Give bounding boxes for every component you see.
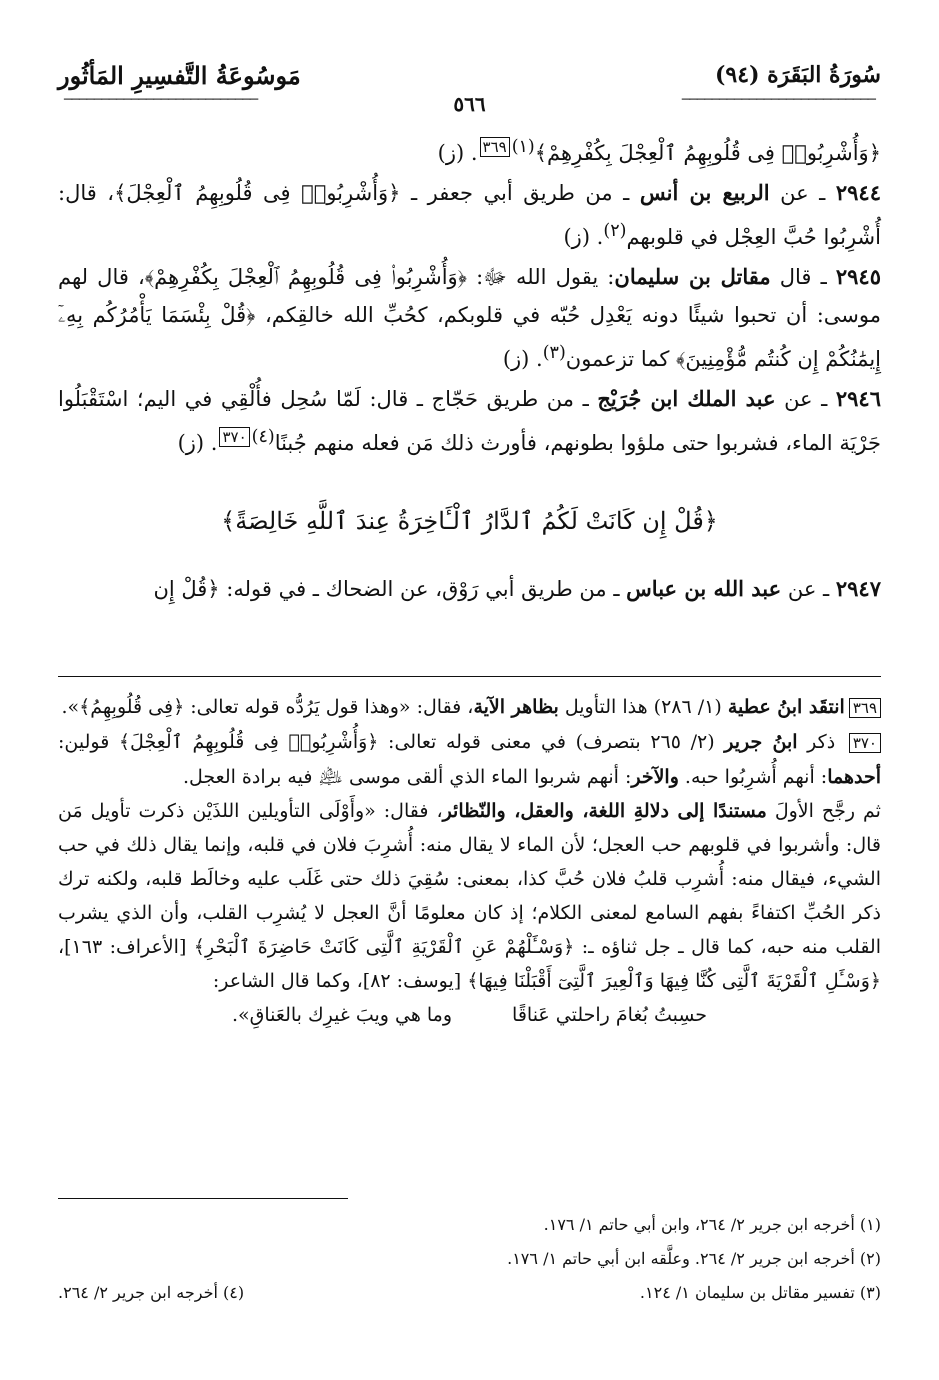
commentary-369 xyxy=(58,690,881,725)
main-text xyxy=(58,128,881,610)
entry-2945 xyxy=(58,258,881,378)
entry-verse xyxy=(58,128,881,172)
quran-verse: ﴿وَأُشْرِبُوا۟ فِى قُلُوبِهِمُ ٱلْعِجْلَ بِكُفْرِهِمْ﴾ xyxy=(534,141,881,165)
footnote: (٤) أخرجه ابن جرير ٢/ ٢٦٤. xyxy=(58,1283,245,1302)
commentary-emphasis: مستندًا إلى دلالةِ اللغة، والعقل، والنّظائر xyxy=(442,800,767,822)
footnote: (٢) أخرجه ابن جرير ٢/ ٢٦٤. وعلَّقه ابن أبي حاتم ١/ ١٧٦. xyxy=(507,1249,881,1268)
commentary-number: ٣٧٠ xyxy=(849,733,881,753)
commentary-text: (٢/ ٢٦٥ بتصرف) في معنى قوله تعالى: ﴿وَأُشْرِبُوا۟ فِى قُلُوبِهِمُ ٱلْعِجْلَ﴾ قولين: xyxy=(58,731,725,753)
commentary-emphasis: أحدهما xyxy=(827,766,881,788)
entry-prefix: ـ عن xyxy=(769,181,836,205)
footnote-row xyxy=(58,1276,881,1310)
entry-body: ـ من طريق أبي رَوْق، عن الضحاك ـ في قوله: ﴿قُلْ إِن xyxy=(153,577,627,601)
entry-tail: . (ز) xyxy=(437,141,478,165)
entry-2944 xyxy=(58,174,881,256)
surah-title: سُورَةُ البَقَرَة (٩٤) xyxy=(715,62,881,88)
commentary-text: (١/ ٢٨٦) هذا التأويل xyxy=(558,696,728,718)
commentary-text: : أنهم شربوا الماء الذي ألقى موسى ﵇ فيه برادة العجل. xyxy=(182,766,632,788)
entry-2947 xyxy=(58,570,881,608)
commentary-lead: ابنُ جرير xyxy=(724,731,798,753)
footnote-ref: (٤) xyxy=(251,427,275,447)
entry-body: ـ من طريق أبي جعفر ـ ﴿وَأُشْرِبُوا۟ فِى قُلُوبِهِمُ ٱلْعِجْلَ﴾، قال: أُشْرِبُوا حُبَّ العِجْل في قلوبهم xyxy=(58,181,881,249)
commentary-lead: انتقَد ابنُ عطية xyxy=(727,696,845,718)
entry-number: ٢٩٤٧ xyxy=(835,576,881,601)
poem-verse xyxy=(58,998,881,1032)
narrator-name: عبد الملك ابن جُرَيْج xyxy=(597,386,776,411)
footnote: (١) أخرجه ابن جرير ٢/ ٢٦٤، وابن أبي حاتم ١/ ١٧٦. xyxy=(543,1215,881,1234)
entry-tail: . (ز) xyxy=(502,347,543,371)
commentary-marker: ٣٧٠ xyxy=(219,427,249,447)
commentary-emphasis: بظاهر الآية xyxy=(473,696,559,718)
commentary-text: : أنهم أُشرِبُوا حبه. xyxy=(678,766,828,788)
commentary-section xyxy=(58,690,881,1032)
commentary-divider xyxy=(58,676,881,677)
footnote-ref: (٢) xyxy=(603,221,627,241)
commentary-text: ذكر xyxy=(797,731,845,753)
narrator-name: مقاتل بن سليمان xyxy=(614,264,771,289)
entry-number: ٢٩٤٤ xyxy=(835,180,881,205)
commentary-text: ، فقال: «وهذا قول يَرُدُّه قوله تعالى: ﴿فِى قُلُوبِهِمُ﴾». xyxy=(61,696,474,718)
commentary-emphasis: والآخر xyxy=(631,766,679,788)
ayah-heading: ﴿قُلْ إِن كَانَتْ لَكُمُ ٱلدَّارُ ٱلْـَٔاخِرَةُ عِندَ ٱللَّهِ خَالِصَةً﴾ xyxy=(221,507,718,535)
entry-prefix: ـ قال xyxy=(770,265,836,289)
footnote: (٣) تفسير مقاتل بن سليمان ١/ ١٢٤. xyxy=(639,1283,881,1302)
poem-hemistich: حسِبتُ بُغامَ راحلتي عَناقًا xyxy=(512,1004,708,1026)
entry-tail: . (ز) xyxy=(177,431,218,455)
footnote-divider xyxy=(58,1198,348,1199)
entry-prefix: ـ عن xyxy=(775,387,836,411)
commentary-text: ، فقال: «وأَوْلَى التأويلين اللذَيْن ذكرت تأويل مَن قال: وأشربوا في قلوبهم حب العجل؛ لأن الماء لا يقال منه: أُشرِبَ فلان في قلبه، وإنما يقال ذلك في حب الشيء، فيقال منه: أُشرِب قلبُ فلان حُبَّ كذا، بمعنى: سُقِيَ ذلك حتى غَلَب عليه وخالَط قلبه، ولكنه ترك ذكر الحُبِّ اكتفاءً بفهم السامع لمعنى الكلام؛ إذ كان معلومًا أنَّ العجل لا يُشرِب القلب، وأن الذي يشرب القلب منه حبه، كما قال ـ جل ثناؤه ـ: ﴿وَسْـَٔلْهُمْ عَنِ ٱلْقَرْيَةِ ٱلَّتِى كَانَتْ حَاضِرَةَ ٱلْبَحْرِ﴾ [الأعراف: ١٦٣]، ﴿وَسْـَٔلِ ٱلْقَرْيَةَ ٱلَّتِى كُنَّا فِيهَا وَٱلْعِيرَ ٱلَّتِىٓ أَقْبَلْنَا فِيهَا﴾ [يوسف: ٨٢]، وكما قال الشاعر: xyxy=(58,800,882,992)
poem-hemistich: وما هي ويبَ غيرِك بالعَناقِ». xyxy=(231,1004,453,1026)
narrator-name: الربيع بن أنس xyxy=(639,180,770,205)
entry-number: ٢٩٤٦ xyxy=(835,386,881,411)
commentary-text: ثم رجَّح الأولَ xyxy=(766,800,881,822)
entry-body: ـ من طريق حَجّاج ـ قال: لَمّا سُحِل فأُلْقِي في اليم؛ اسْتَقْبَلُوا جَرْيَة الماء، فشربوا حتى ملؤوا بطونهم، فأورث ذلك مَن فعله منهم جُبنًا xyxy=(58,387,881,455)
entry-body: : يقول الله ﷻ: ﴿وَأُشْرِبُوا۟ فِى قُلُوبِهِمُ ٱلْعِجْلَ بِكُفْرِهِمْ﴾، قال لهم موسى: أن تحبوا شيئًا دونه يَعْدِل حُبّه في قلوبكم، كحُبِّ الله خالقِكم، ﴿قُلْ بِئْسَمَا يَأْمُرُكُم بِهِۦٓ إِيمَٰنُكُمْ إِن كُنتُم مُّؤْمِنِينَ﴾ كما تزعمون xyxy=(58,265,881,371)
footnote-ref: (١) xyxy=(511,137,535,157)
narrator-name: عبد الله بن عباس xyxy=(626,576,782,601)
running-header xyxy=(58,52,881,116)
footnotes xyxy=(58,1208,881,1310)
commentary-370 xyxy=(58,725,881,794)
entry-number: ٢٩٤٥ xyxy=(835,264,881,289)
commentary-marker: ٣٦٩ xyxy=(480,137,510,157)
page-number: ────────────────────────── ٥٦٦ ────────────────────────── xyxy=(58,92,881,116)
entry-prefix: ـ عن xyxy=(781,577,836,601)
entry-2946 xyxy=(58,380,881,462)
series-title: مَوسُوعَةُ التَّفسِيرِ المَأثُور xyxy=(58,60,301,90)
entry-tail: . (ز) xyxy=(563,225,604,249)
footnote-ref: (٣) xyxy=(542,343,566,363)
commentary-number: ٣٦٩ xyxy=(849,698,881,718)
commentary-paragraph xyxy=(58,794,881,998)
